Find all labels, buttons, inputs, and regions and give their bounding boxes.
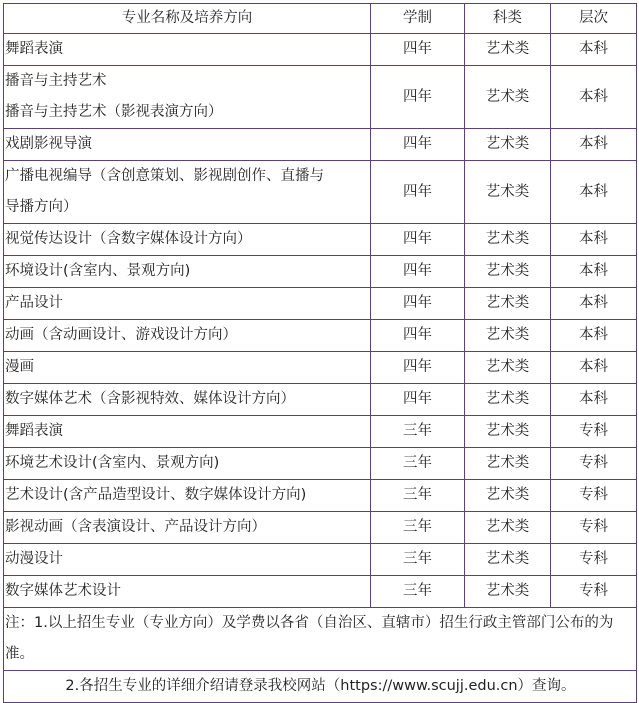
major-name-line: 舞蹈表演 xyxy=(5,423,63,439)
years-cell: 四年 xyxy=(371,66,465,129)
major-name-cell xyxy=(4,34,371,66)
level-cell: 本科 xyxy=(551,384,637,416)
major-name-line: 导播方向） xyxy=(5,199,78,215)
table-row xyxy=(4,256,637,288)
table-row xyxy=(4,320,637,352)
years-cell: 四年 xyxy=(371,288,465,320)
major-name-line: 播音与主持艺术（影视表演方向） xyxy=(5,104,223,120)
major-name-cell xyxy=(4,480,371,512)
table-row xyxy=(4,129,637,161)
years-cell: 三年 xyxy=(371,544,465,576)
header-level: 层次 xyxy=(551,4,637,34)
category-cell: 艺术类 xyxy=(465,480,551,512)
category-cell: 艺术类 xyxy=(465,416,551,448)
level-cell: 本科 xyxy=(551,129,637,161)
major-name-cell xyxy=(4,544,371,576)
table-row xyxy=(4,576,637,608)
major-name-line: 数字媒体艺术设计 xyxy=(5,583,121,599)
level-cell: 本科 xyxy=(551,66,637,129)
category-cell: 艺术类 xyxy=(465,320,551,352)
category-cell: 艺术类 xyxy=(465,129,551,161)
major-name-line: 环境设计(含室内、景观方向) xyxy=(5,263,191,279)
category-cell: 艺术类 xyxy=(465,161,551,224)
years-cell: 三年 xyxy=(371,448,465,480)
major-name-line: 戏剧影视导演 xyxy=(5,136,92,152)
category-cell: 艺术类 xyxy=(465,352,551,384)
major-name-line: 影视动画（含表演设计、产品设计方向） xyxy=(5,519,266,535)
table-row xyxy=(4,448,637,480)
level-cell: 本科 xyxy=(551,256,637,288)
table-row xyxy=(4,352,637,384)
major-name-cell xyxy=(4,224,371,256)
category-cell: 艺术类 xyxy=(465,544,551,576)
years-cell: 四年 xyxy=(371,34,465,66)
table-row xyxy=(4,544,637,576)
years-cell: 四年 xyxy=(371,256,465,288)
table-row xyxy=(4,480,637,512)
level-cell: 专科 xyxy=(551,576,637,608)
header-category: 科类 xyxy=(465,4,551,34)
major-name-cell xyxy=(4,66,371,129)
major-name-line: 动画（含动画设计、游戏设计方向） xyxy=(5,327,237,343)
level-cell: 专科 xyxy=(551,512,637,544)
major-name-cell xyxy=(4,129,371,161)
table-row xyxy=(4,66,637,129)
level-cell: 本科 xyxy=(551,161,637,224)
major-name-line: 广播电视编导（含创意策划、影视剧创作、直播与 xyxy=(5,168,324,184)
major-name-line: 艺术设计(含产品造型设计、数字媒体设计方向) xyxy=(5,487,307,503)
category-cell: 艺术类 xyxy=(465,448,551,480)
category-cell: 艺术类 xyxy=(465,512,551,544)
level-cell: 本科 xyxy=(551,320,637,352)
major-name-line: 视觉传达设计（含数字媒体设计方向） xyxy=(5,231,252,247)
major-name-cell xyxy=(4,320,371,352)
major-name-cell xyxy=(4,161,371,224)
table-row xyxy=(4,512,637,544)
table-row xyxy=(4,288,637,320)
years-cell: 四年 xyxy=(371,161,465,224)
category-cell: 艺术类 xyxy=(465,256,551,288)
note-text: 注：1.以上招生专业（专业方向）及学费以各省（自治区、直辖市）招生行政主管部门公布的为准。 xyxy=(4,608,637,671)
major-name-line: 环境艺术设计(含室内、景观方向) xyxy=(5,455,220,471)
category-cell: 艺术类 xyxy=(465,288,551,320)
level-cell: 专科 xyxy=(551,480,637,512)
category-cell: 艺术类 xyxy=(465,384,551,416)
category-cell: 艺术类 xyxy=(465,66,551,129)
years-cell: 四年 xyxy=(371,352,465,384)
major-name-cell xyxy=(4,384,371,416)
major-name-line: 播音与主持艺术 xyxy=(5,73,107,89)
category-cell: 艺术类 xyxy=(465,34,551,66)
major-name-cell xyxy=(4,288,371,320)
major-name-cell xyxy=(4,352,371,384)
major-name-cell xyxy=(4,416,371,448)
major-name-cell xyxy=(4,576,371,608)
major-name-cell xyxy=(4,256,371,288)
years-cell: 三年 xyxy=(371,480,465,512)
table-row xyxy=(4,224,637,256)
major-name-line: 漫画 xyxy=(5,359,34,375)
major-name-line: 动漫设计 xyxy=(5,551,63,567)
years-cell: 四年 xyxy=(371,384,465,416)
note-text: 2.各招生专业的详细介绍请登录我校网站（https://www.scujj.edu.cn）查询。 xyxy=(4,671,637,703)
level-cell: 本科 xyxy=(551,352,637,384)
level-cell: 专科 xyxy=(551,416,637,448)
header-years: 学制 xyxy=(371,4,465,34)
table-row xyxy=(4,416,637,448)
major-name-cell xyxy=(4,512,371,544)
major-name-line: 数字媒体艺术（含影视特效、媒体设计方向） xyxy=(5,391,295,407)
years-cell: 三年 xyxy=(371,576,465,608)
table-row xyxy=(4,34,637,66)
major-name-cell xyxy=(4,448,371,480)
years-cell: 四年 xyxy=(371,320,465,352)
level-cell: 专科 xyxy=(551,448,637,480)
major-name-line: 舞蹈表演 xyxy=(5,41,63,57)
years-cell: 四年 xyxy=(371,129,465,161)
major-name-line: 产品设计 xyxy=(5,295,63,311)
table-header-row xyxy=(4,4,637,34)
category-cell: 艺术类 xyxy=(465,224,551,256)
level-cell: 专科 xyxy=(551,544,637,576)
table-row xyxy=(4,384,637,416)
note-row xyxy=(4,608,637,671)
header-major: 专业名称及培养方向 xyxy=(4,4,371,34)
years-cell: 四年 xyxy=(371,224,465,256)
level-cell: 本科 xyxy=(551,224,637,256)
level-cell: 本科 xyxy=(551,288,637,320)
level-cell: 本科 xyxy=(551,34,637,66)
category-cell: 艺术类 xyxy=(465,576,551,608)
majors-table xyxy=(3,3,637,703)
years-cell: 三年 xyxy=(371,512,465,544)
years-cell: 三年 xyxy=(371,416,465,448)
table-row xyxy=(4,161,637,224)
